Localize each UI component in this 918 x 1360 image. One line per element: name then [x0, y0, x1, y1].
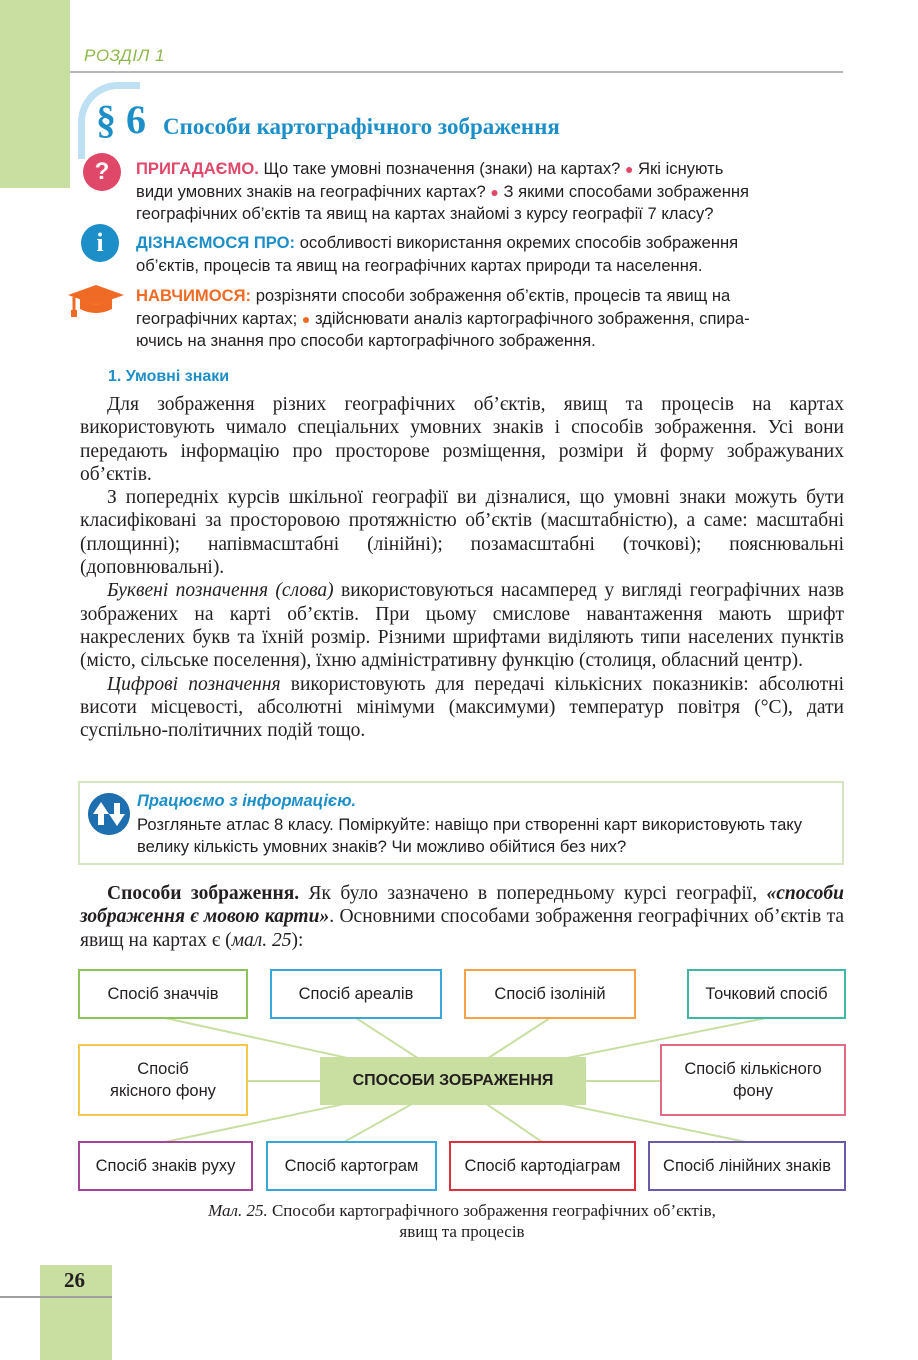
diagram-node [266, 1141, 437, 1191]
recall-line: види умовних знаків на географічних картах? ● З якими способами зображення [136, 181, 750, 201]
info-title: Працюємо з інформацією. [137, 792, 357, 810]
footer-rule [0, 1296, 112, 1298]
diagram-node [78, 969, 248, 1019]
question-icon: ? [83, 153, 121, 191]
info-i-icon: i [81, 224, 119, 262]
diagram-node [648, 1141, 846, 1191]
body-paragraph: З попередніх курсів шкільної географії ви дізналися, що умовні знаки можуть бути класифіковані за просторовою протяжністю об’єктів (масштабністю), а саме: масштабні (площинні); напівмасштабні (лінійні); позамасштабні (точкові); пояснювальні (доповнювальні). [80, 487, 844, 579]
body-paragraph: Для зображення різних географічних об’єктів, явищ та процесів на картах використовують чимало спеціальних умовних знаків і способів зображення. Усі вони передають інформацію про просторове розміщення, розміри й форму зображуваних об’єктів. [80, 394, 844, 485]
learn-line: особливості використання окремих способів зображення [299, 233, 739, 252]
diagram-center-node: СПОСОБИ ЗОБРАЖЕННЯ [320, 1057, 586, 1105]
skills-line: розрізняти способи зображення об’єктів, процесів та явищ на [255, 286, 731, 305]
node-label: Спосіб картограм [284, 1157, 419, 1175]
term-italic: Цифрові позначення [107, 673, 281, 695]
recall-label: ПРИГАДАЄМО. [136, 159, 259, 178]
body-span: . Основними способами зображення географічних об’єктів та явищ на картах є ( [80, 906, 844, 951]
methods-lead: Способи зображення. [107, 883, 300, 904]
skills-line: географічних картах; ● здійснювати аналіз картографічного зображення, спира- [136, 308, 750, 328]
node-label: Спосіб лінійних знаків [663, 1157, 831, 1175]
diagram-node [687, 969, 846, 1019]
learn-line: об’єктів, процесів та явищ на географічних картах природи та населення. [136, 255, 703, 275]
node-label: Спосіб значчів [107, 985, 219, 1003]
caption-label: Мал. 25. [208, 1201, 268, 1220]
node-label: Спосіб ареалів [298, 985, 414, 1003]
recall-line: Що таке умовні позначення (знаки) на картах? ● Які існують [263, 159, 724, 178]
body-span: використовують для передачі кількісних показників: абсолютні висоти місцевості, абсолютні мінімуми (максимуми) температур повітря (°C), дати суспільно-політичних подій тощо. [80, 673, 844, 742]
info-text: Розгляньте атлас 8 класу. Поміркуйте: навіщо при створенні карт використовують таку велику кількість умовних знаків? Чи можливо обійтися без них? [137, 815, 803, 856]
diagram-node [449, 1141, 636, 1191]
node-label: Спосіб ізоліній [494, 985, 606, 1003]
diagram-node [78, 1044, 248, 1116]
node-label: Спосіб знаків руху [95, 1157, 236, 1175]
caption-text: Способи картографічного зображення географічних об’єктів, [267, 1201, 716, 1220]
body-span: використовуються насамперед у вигляді географічних назв зображених на карті об’єктів. При цьому смислове навантаження мають шрифт накреслених букв та їхній розмір. Різними шрифтами виділяють типи населених пунктів (місто, сільське поселення), їхню адміністративну функцію (столиця, обласний центр). [80, 580, 845, 672]
node-label: Спосіб якісного фону [110, 1060, 216, 1100]
figure-ref: мал. 25 [231, 929, 292, 951]
skills-label: НАВЧИМОСЯ: [136, 286, 252, 305]
section-label: РОЗДІЛ 1 [84, 46, 165, 65]
recall-line: географічних об’єктів та явищ на картах знайомі з курсу географії 7 класу? [136, 204, 714, 223]
node-label: Точковий спосіб [705, 985, 828, 1003]
diagram-node [78, 1141, 253, 1191]
term-italic: Буквені позначення (слова) [107, 580, 334, 602]
caption-text: явищ та процесів [399, 1222, 525, 1241]
skills-line: ючись на знання про способи картографічного зображення. [136, 331, 596, 350]
paragraph-title: Способи картографічного зображення [163, 114, 560, 139]
section-heading: 1. Умовні знаки [108, 368, 230, 385]
diagram-node [464, 969, 636, 1019]
diagram-node [270, 969, 442, 1019]
figure-caption [80, 1200, 844, 1242]
body-span: Як було зазначено в попередньому курсі географії, [299, 883, 767, 904]
diagram-node [660, 1044, 846, 1116]
learn-label: ДІЗНАЄМОСЯ ПРО: [136, 233, 296, 252]
page-number: 26 [64, 1268, 85, 1292]
body-span: ): [291, 929, 304, 951]
node-label: Спосіб картодіаграм [464, 1157, 621, 1175]
paragraph-number: § 6 [96, 97, 146, 142]
methods-quote: «способи зображення є мовою карти» [80, 883, 844, 928]
node-label: Спосіб кількісного фону [684, 1060, 822, 1100]
